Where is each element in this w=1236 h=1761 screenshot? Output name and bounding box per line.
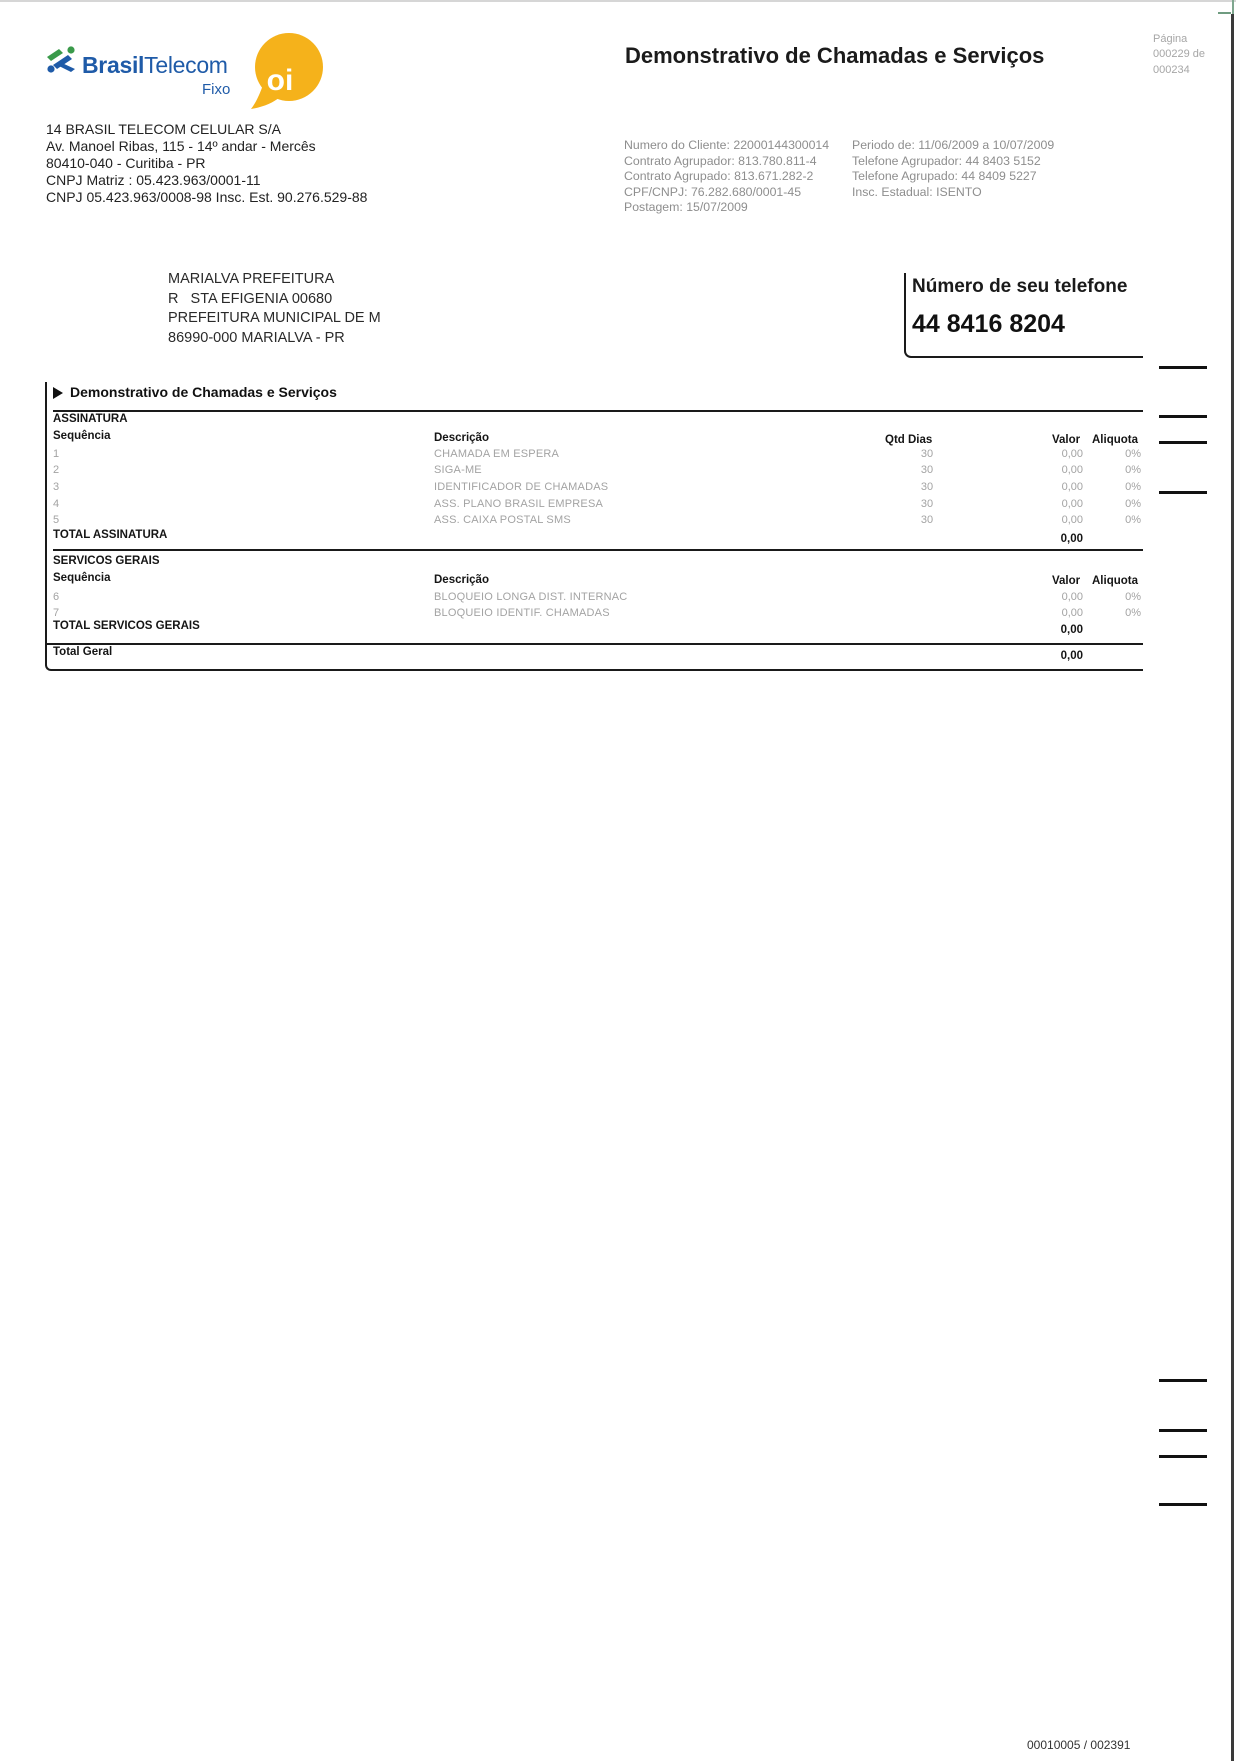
row-sequence: 2: [53, 464, 60, 476]
row-valor: 0,00: [1061, 498, 1083, 510]
column-header-sequencia: Sequência: [53, 430, 111, 442]
client-info-line: Postagem: 15/07/2009: [624, 200, 748, 214]
table-row: [0, 462, 1150, 479]
row-valor: 0,00: [1061, 448, 1083, 460]
oi-logo-text: oi: [266, 64, 294, 97]
recipient-line: PREFEITURA MUNICIPAL DE M: [168, 310, 381, 327]
client-info-line: Telefone Agrupado: 44 8409 5227: [852, 169, 1037, 183]
brasil-telecom-emblem-icon: [44, 44, 78, 76]
section-title-assinatura: ASSINATURA: [53, 413, 128, 425]
total-servicos-gerais-value: 0,00: [1060, 624, 1083, 636]
row-aliquota: 0%: [1125, 591, 1141, 603]
column-header-descricao: Descrição: [434, 432, 489, 444]
row-valor: 0,00: [1061, 481, 1083, 493]
client-info-line: Contrato Agrupado: 813.671.282-2: [624, 169, 814, 183]
page-info-label: Página: [1153, 33, 1188, 45]
row-sequence: 4: [53, 498, 60, 510]
sorting-mark: [1159, 491, 1207, 494]
row-description: ASS. PLANO BRASIL EMPRESA: [434, 498, 604, 510]
row-valor: 0,00: [1061, 464, 1083, 476]
total-assinatura-value: 0,00: [1060, 533, 1083, 545]
row-description: IDENTIFICADOR DE CHAMADAS: [434, 481, 609, 493]
row-valor: 0,00: [1061, 514, 1083, 526]
column-header-qtd-dias: Qtd Dias: [885, 434, 933, 446]
row-description: ASS. CAIXA POSTAL SMS: [434, 514, 571, 526]
recipient-line: 86990-000 MARIALVA - PR: [168, 330, 345, 347]
row-sequence: 1: [53, 448, 60, 460]
row-aliquota: 0%: [1125, 607, 1141, 619]
row-qtd-dias: 30: [920, 481, 934, 493]
recipient-line: R STA EFIGENIA 00680: [168, 290, 333, 307]
row-qtd-dias: 30: [920, 514, 934, 526]
client-info-line: Periodo de: 11/06/2009 a 10/07/2009: [852, 138, 1055, 152]
company-line: 80410-040 - Curitiba - PR: [46, 155, 206, 171]
row-aliquota: 0%: [1125, 481, 1141, 493]
sorting-mark: [1159, 1429, 1207, 1432]
client-info-line: Telefone Agrupador: 44 8403 5152: [852, 153, 1041, 168]
client-info-right: [852, 138, 1054, 200]
sorting-mark: [1159, 441, 1207, 444]
company-address: [46, 121, 367, 206]
row-aliquota: 0%: [1125, 514, 1141, 526]
table-row: [0, 589, 1150, 606]
column-header-valor: Valor: [1052, 575, 1081, 587]
sorting-mark: [1159, 415, 1207, 418]
page-info-total: 000234: [1153, 64, 1190, 76]
table-row: [0, 512, 1150, 529]
recipient-line: MARIALVA PREFEITURA: [168, 271, 335, 287]
row-sequence: 6: [53, 591, 60, 603]
grand-total-label: Total Geral: [53, 646, 113, 658]
table-row: [0, 446, 1150, 463]
divider: [53, 549, 1143, 551]
brand-name-regular: Telecom: [144, 52, 228, 78]
company-line: CNPJ 05.423.963/0008-98 Insc. Est. 90.276.529-88: [46, 189, 368, 205]
row-aliquota: 0%: [1125, 448, 1141, 460]
scan-corner-mark: [1232, 0, 1234, 14]
client-info-line: Insc. Estadual: ISENTO: [852, 184, 982, 199]
triangle-right-icon: [53, 387, 63, 399]
client-info-line: Contrato Agrupador: 813.780.811-4: [624, 153, 817, 168]
row-aliquota: 0%: [1125, 464, 1141, 476]
brand-subtitle: Fixo: [202, 81, 231, 98]
sorting-mark: [1159, 1455, 1207, 1458]
row-qtd-dias: 30: [920, 448, 934, 460]
column-header-valor: Valor: [1052, 434, 1081, 446]
section-title-servicos-gerais: SERVICOS GERAIS: [53, 555, 160, 567]
statement-heading: [53, 384, 337, 401]
oi-logo: [249, 31, 323, 111]
client-info-line: Numero do Cliente: 22000144300014: [624, 138, 830, 152]
row-aliquota: 0%: [1125, 498, 1141, 510]
sorting-mark: [1159, 1503, 1207, 1506]
divider: [53, 410, 1143, 412]
column-header-descricao: Descrição: [434, 574, 489, 586]
company-line: CNPJ Matriz : 05.423.963/0001-11: [46, 172, 261, 188]
row-description: SIGA-ME: [434, 464, 482, 476]
page-title: Demonstrativo de Chamadas e Serviços: [625, 43, 1045, 68]
column-header-sequencia: Sequência: [53, 572, 111, 584]
row-sequence: 5: [53, 514, 60, 526]
document-control-code: 00010005 / 002391: [1027, 1738, 1131, 1752]
divider: [46, 643, 1143, 645]
sorting-mark: [1159, 366, 1207, 369]
column-header-aliquota: Aliquota: [1092, 434, 1138, 446]
total-servicos-gerais-label: TOTAL SERVICOS GERAIS: [53, 620, 200, 632]
statement-heading-text: Demonstrativo de Chamadas e Serviços: [70, 384, 337, 400]
brand-logo-text: [82, 51, 228, 79]
row-description: CHAMADA EM ESPERA: [434, 448, 560, 460]
client-info-left: [624, 138, 829, 216]
brand-name-bold: Brasil: [82, 52, 145, 78]
phone-number-label: Número de seu telefone: [912, 276, 1128, 297]
page-info-current: 000229 de: [1153, 48, 1205, 60]
row-qtd-dias: 30: [920, 498, 934, 510]
column-header-aliquota: Aliquota: [1092, 575, 1138, 587]
company-line: 14 BRASIL TELECOM CELULAR S/A: [46, 121, 281, 137]
row-qtd-dias: 30: [920, 464, 934, 476]
recipient-address: [168, 270, 381, 349]
row-description: BLOQUEIO LONGA DIST. INTERNAC: [434, 591, 628, 603]
scan-top-edge: [0, 0, 1236, 2]
client-info-line: CPF/CNPJ: 76.282.680/0001-45: [624, 184, 802, 199]
row-sequence: 7: [53, 607, 60, 619]
table-row: [0, 496, 1150, 513]
grand-total-value: 0,00: [1060, 650, 1083, 662]
scan-right-edge: [1231, 14, 1234, 1761]
sorting-mark: [1159, 1379, 1207, 1382]
row-description: BLOQUEIO IDENTIF. CHAMADAS: [434, 607, 610, 619]
scan-corner-mark: [1218, 12, 1231, 14]
row-valor: 0,00: [1061, 607, 1083, 619]
phone-number: 44 8416 8204: [912, 310, 1065, 338]
table-row: [0, 479, 1150, 496]
row-sequence: 3: [53, 481, 60, 493]
total-assinatura-label: TOTAL ASSINATURA: [53, 529, 168, 541]
company-line: Av. Manoel Ribas, 115 - 14º andar - Mercês: [46, 138, 316, 154]
row-valor: 0,00: [1061, 591, 1083, 603]
